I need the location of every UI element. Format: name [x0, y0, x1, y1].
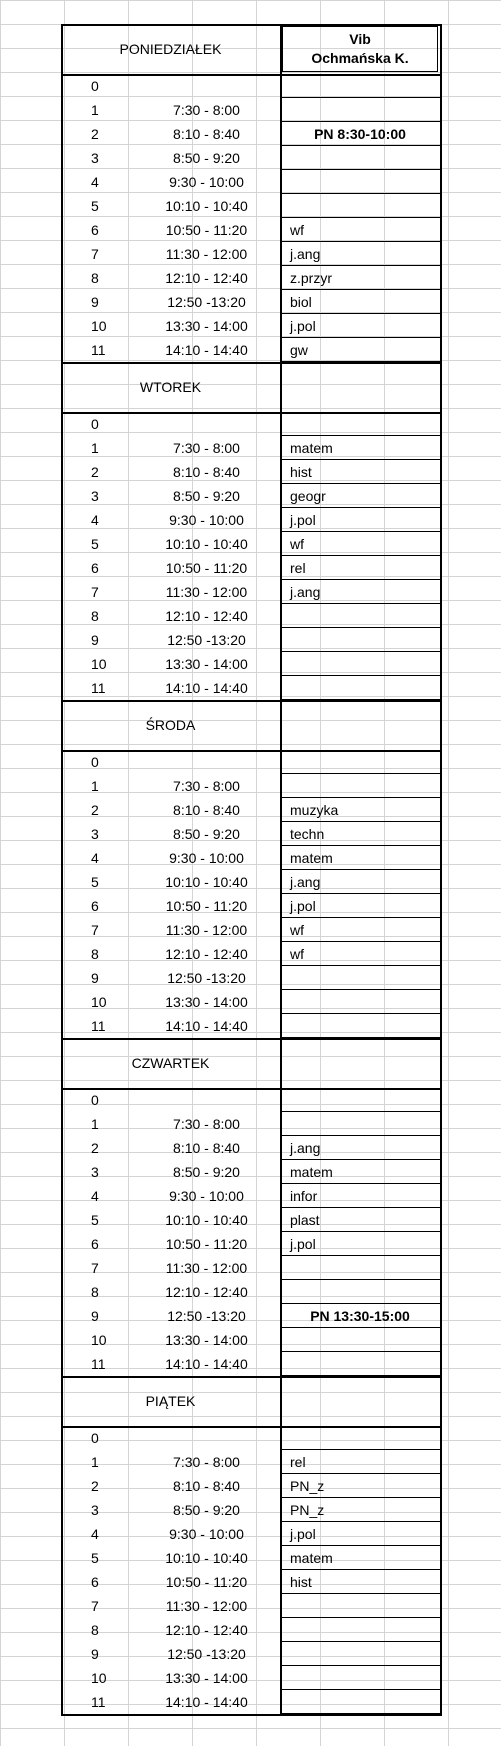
subject-cell: matem — [290, 1550, 333, 1566]
subject-cell: j.ang — [290, 584, 321, 600]
section-header-border — [61, 412, 441, 414]
period-time: 14:10 - 14:40 — [165, 1356, 248, 1372]
subject-cell — [280, 1642, 440, 1666]
period-number: 6 — [91, 1236, 99, 1252]
subject-cell: gw — [290, 342, 308, 358]
period-time: 11:30 - 12:00 — [165, 922, 248, 938]
period-time: 9:30 - 10:00 — [169, 850, 244, 866]
period-time — [133, 1426, 280, 1450]
subject-cell: wf — [290, 946, 304, 962]
subject-cell — [280, 1014, 440, 1038]
period-time: 10:50 - 11:20 — [165, 222, 248, 238]
period-number: 9 — [91, 294, 99, 310]
period-number: 6 — [91, 1574, 99, 1590]
subject-cell — [280, 1352, 440, 1376]
period-number: 7 — [91, 1260, 99, 1276]
day-header: CZWARTEK — [131, 1055, 210, 1071]
subject-cell: wf — [290, 536, 304, 552]
period-time: 10:50 - 11:20 — [165, 560, 248, 576]
period-time: 10:10 - 10:40 — [165, 536, 248, 552]
period-time: 11:30 - 12:00 — [165, 1260, 248, 1276]
period-time: 8:10 - 8:40 — [173, 1478, 240, 1494]
period-number: 5 — [91, 1550, 99, 1566]
table-middle-border — [280, 24, 282, 1716]
period-time: 11:30 - 12:00 — [165, 584, 248, 600]
subject-cell — [280, 1666, 440, 1690]
subject-cell: plast — [290, 1212, 320, 1228]
subject-cell — [280, 1690, 440, 1714]
period-number: 0 — [91, 416, 99, 432]
subject-cell — [280, 1618, 440, 1642]
subject-cell: j.pol — [290, 898, 316, 914]
period-number: 1 — [91, 440, 99, 456]
period-time: 10:10 - 10:40 — [165, 1550, 248, 1566]
subject-cell — [280, 146, 440, 170]
period-time: 12:50 -13:20 — [167, 1646, 246, 1662]
subject-cell: PN 13:30-15:00 — [310, 1308, 410, 1324]
period-number: 0 — [91, 78, 99, 94]
period-number: 6 — [91, 222, 99, 238]
period-number: 9 — [91, 632, 99, 648]
table-right-border — [440, 24, 442, 1716]
period-number: 11 — [91, 1356, 106, 1372]
subject-cell — [280, 1088, 440, 1112]
subject-cell: PN 8:30-10:00 — [314, 126, 406, 142]
period-time: 13:30 - 14:00 — [165, 656, 248, 672]
period-number: 7 — [91, 1598, 99, 1614]
subject-cell — [280, 412, 440, 436]
period-time — [133, 750, 280, 774]
period-number: 4 — [91, 1526, 99, 1542]
period-number: 2 — [91, 126, 99, 142]
subject-cell — [280, 1280, 440, 1304]
day-header: PONIEDZIAŁEK — [119, 41, 222, 57]
header-inner-border — [282, 26, 438, 27]
period-number: 9 — [91, 970, 99, 986]
period-number: 10 — [91, 1670, 107, 1686]
day-header: PIĄTEK — [145, 1393, 196, 1409]
period-number: 4 — [91, 512, 99, 528]
period-number: 2 — [91, 1140, 99, 1156]
period-number: 5 — [91, 874, 99, 890]
subject-cell: j.pol — [290, 1236, 316, 1252]
subject-cell — [280, 170, 440, 194]
subject-cell — [280, 1328, 440, 1352]
period-time: 12:10 - 12:40 — [165, 608, 248, 624]
subject-cell: PN_z — [290, 1502, 325, 1518]
period-time: 13:30 - 14:00 — [165, 1670, 248, 1686]
period-time: 9:30 - 10:00 — [169, 174, 244, 190]
period-number: 1 — [91, 102, 99, 118]
period-number: 5 — [91, 1212, 99, 1228]
subject-cell: j.pol — [290, 1526, 316, 1542]
subject-cell: hist — [290, 1574, 312, 1590]
subject-cell: geogr — [290, 488, 326, 504]
period-time: 7:30 - 8:00 — [173, 778, 240, 794]
class-header — [280, 24, 440, 74]
subject-cell: infor — [290, 1188, 318, 1204]
period-time — [133, 1088, 280, 1112]
subject-cell: j.pol — [290, 318, 316, 334]
period-number: 10 — [91, 994, 107, 1010]
section-header-border — [61, 74, 441, 76]
period-time: 10:50 - 11:20 — [165, 1574, 248, 1590]
subject-cell: z.przyr — [290, 270, 332, 286]
period-number: 9 — [91, 1308, 99, 1324]
section-header-border — [61, 1088, 441, 1090]
subject-cell: matem — [290, 850, 333, 866]
period-number: 10 — [91, 1332, 107, 1348]
subject-cell — [280, 1426, 440, 1450]
period-time: 14:10 - 14:40 — [165, 1018, 248, 1034]
period-time: 11:30 - 12:00 — [165, 1598, 248, 1614]
section-header-border — [61, 750, 441, 752]
period-number: 7 — [91, 584, 99, 600]
section-top-border — [61, 362, 441, 364]
period-number: 0 — [91, 1430, 99, 1446]
period-time: 12:50 -13:20 — [167, 1308, 246, 1324]
period-time: 12:10 - 12:40 — [165, 946, 248, 962]
subject-cell: j.ang — [290, 1140, 321, 1156]
table-left-border — [61, 24, 63, 1716]
period-number: 2 — [91, 802, 99, 818]
period-time: 7:30 - 8:00 — [173, 440, 240, 456]
subject-cell — [280, 750, 440, 774]
period-number: 8 — [91, 1622, 99, 1638]
subject-cell — [280, 74, 440, 98]
subject-cell: rel — [290, 1454, 306, 1470]
period-number: 0 — [91, 1092, 99, 1108]
period-number: 4 — [91, 1188, 99, 1204]
section-top-border — [61, 1038, 441, 1040]
period-number: 1 — [91, 1116, 99, 1132]
subject-cell: j.ang — [290, 874, 321, 890]
period-time — [133, 74, 280, 98]
period-time: 10:50 - 11:20 — [165, 1236, 248, 1252]
subject-cell: techn — [290, 826, 325, 842]
subject-cell — [280, 966, 440, 990]
period-time: 8:50 - 9:20 — [173, 1164, 240, 1180]
section-top-border — [61, 700, 441, 702]
subject-cell: hist — [290, 464, 312, 480]
period-number: 8 — [91, 1284, 99, 1300]
period-time: 13:30 - 14:00 — [165, 994, 248, 1010]
period-number: 7 — [91, 922, 99, 938]
period-time — [133, 412, 280, 436]
subject-cell: wf — [290, 222, 304, 238]
period-number: 10 — [91, 656, 107, 672]
subject-cell — [280, 774, 440, 798]
day-header: ŚRODA — [145, 717, 196, 733]
header-inner-border — [437, 26, 438, 72]
subject-cell: wf — [290, 922, 304, 938]
period-time: 7:30 - 8:00 — [173, 102, 240, 118]
period-time: 12:50 -13:20 — [167, 970, 246, 986]
period-number: 8 — [91, 270, 99, 286]
period-number: 8 — [91, 608, 99, 624]
period-number: 3 — [91, 1164, 99, 1180]
subject-cell: biol — [290, 294, 312, 310]
subject-cell: rel — [290, 560, 306, 576]
section-top-border — [61, 24, 441, 26]
period-time: 12:10 - 12:40 — [165, 1622, 248, 1638]
header-inner-border — [282, 71, 438, 72]
subject-cell — [280, 604, 440, 628]
period-time: 12:10 - 12:40 — [165, 270, 248, 286]
subject-cell — [280, 652, 440, 676]
period-number: 10 — [91, 318, 107, 334]
period-time: 8:50 - 9:20 — [173, 826, 240, 842]
subject-cell — [280, 1112, 440, 1136]
table-bottom-border — [61, 1714, 441, 1716]
period-number: 2 — [91, 1478, 99, 1494]
period-time: 10:50 - 11:20 — [165, 898, 248, 914]
period-number: 11 — [91, 680, 106, 696]
period-time: 14:10 - 14:40 — [165, 1694, 248, 1710]
period-time: 10:10 - 10:40 — [165, 874, 248, 890]
period-number: 6 — [91, 560, 99, 576]
period-number: 1 — [91, 778, 99, 794]
period-number: 5 — [91, 536, 99, 552]
period-time: 7:30 - 8:00 — [173, 1116, 240, 1132]
subject-cell: matem — [290, 440, 333, 456]
period-number: 9 — [91, 1646, 99, 1662]
subject-cell — [280, 990, 440, 1014]
period-number: 4 — [91, 850, 99, 866]
subject-cell — [280, 1256, 440, 1280]
period-time: 10:10 - 10:40 — [165, 198, 248, 214]
period-number: 8 — [91, 946, 99, 962]
period-number: 1 — [91, 1454, 99, 1470]
period-number: 11 — [91, 1018, 106, 1034]
period-number: 3 — [91, 150, 99, 166]
period-number: 3 — [91, 488, 99, 504]
period-number: 3 — [91, 826, 99, 842]
period-number: 11 — [91, 342, 106, 358]
period-number: 5 — [91, 198, 99, 214]
subject-cell — [280, 194, 440, 218]
section-header-border — [61, 1426, 441, 1428]
subject-cell — [280, 1594, 440, 1618]
period-time: 8:10 - 8:40 — [173, 464, 240, 480]
period-time: 9:30 - 10:00 — [169, 512, 244, 528]
teacher-name: Ochmańska K. — [311, 50, 409, 66]
subject-cell: PN_z — [290, 1478, 325, 1494]
period-time: 7:30 - 8:00 — [173, 1454, 240, 1470]
period-time: 8:50 - 9:20 — [173, 150, 240, 166]
period-number: 2 — [91, 464, 99, 480]
period-time: 11:30 - 12:00 — [165, 246, 248, 262]
period-time: 8:10 - 8:40 — [173, 1140, 240, 1156]
period-time: 12:10 - 12:40 — [165, 1284, 248, 1300]
period-time: 12:50 -13:20 — [167, 632, 246, 648]
subject-cell — [280, 98, 440, 122]
class-name: Vib — [349, 31, 371, 47]
day-header: WTOREK — [139, 379, 202, 395]
period-number: 0 — [91, 754, 99, 770]
subject-cell: matem — [290, 1164, 333, 1180]
header-inner-border — [282, 26, 283, 72]
period-time: 10:10 - 10:40 — [165, 1212, 248, 1228]
period-number: 6 — [91, 898, 99, 914]
period-number: 3 — [91, 1502, 99, 1518]
period-time: 14:10 - 14:40 — [165, 342, 248, 358]
period-time: 13:30 - 14:00 — [165, 1332, 248, 1348]
period-time: 8:50 - 9:20 — [173, 488, 240, 504]
period-time: 8:50 - 9:20 — [173, 1502, 240, 1518]
period-number: 11 — [91, 1694, 106, 1710]
period-time: 8:10 - 8:40 — [173, 126, 240, 142]
subject-cell: j.pol — [290, 512, 316, 528]
period-number: 7 — [91, 246, 99, 262]
period-time: 9:30 - 10:00 — [169, 1526, 244, 1542]
period-time: 8:10 - 8:40 — [173, 802, 240, 818]
period-time: 13:30 - 14:00 — [165, 318, 248, 334]
period-number: 4 — [91, 174, 99, 190]
period-time: 12:50 -13:20 — [167, 294, 246, 310]
subject-cell — [280, 676, 440, 700]
period-time: 14:10 - 14:40 — [165, 680, 248, 696]
subject-cell — [280, 628, 440, 652]
subject-cell: muzyka — [290, 802, 339, 818]
section-top-border — [61, 1376, 441, 1378]
subject-cell: j.ang — [290, 246, 321, 262]
period-time: 9:30 - 10:00 — [169, 1188, 244, 1204]
